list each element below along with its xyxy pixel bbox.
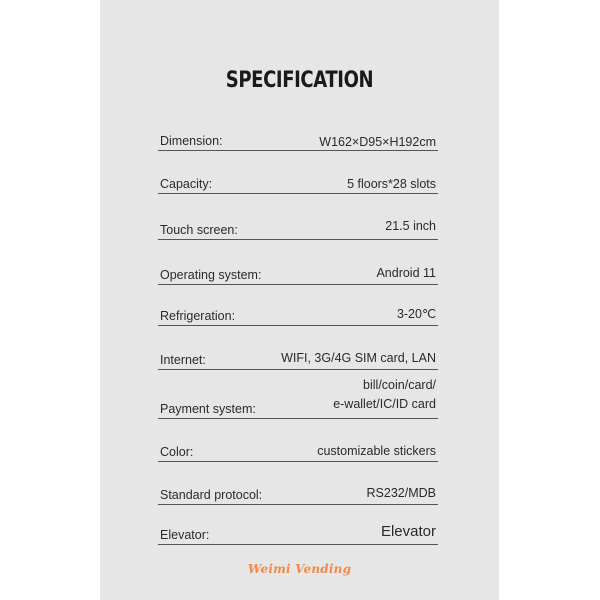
spec-row-standard-protocol [158, 483, 438, 505]
spec-value: Android 11 [376, 266, 436, 280]
spec-label: Standard protocol: [160, 488, 263, 502]
spec-value-line: e-wallet/IC/ID card [333, 397, 436, 411]
spec-label: Dimension: [160, 134, 223, 148]
spec-row-elevator [158, 522, 438, 545]
spec-row-capacity [158, 175, 438, 194]
spec-label: Internet: [160, 353, 206, 367]
spec-label: Operating system: [160, 268, 262, 282]
spec-value: RS232/MDB [366, 486, 436, 500]
spec-value-line: bill/coin/card/ [363, 378, 436, 392]
spec-row-color [158, 441, 438, 462]
spec-value: W162×D95×H192cm [319, 135, 436, 149]
spec-value: 5 floors*28 slots [347, 177, 436, 191]
spec-row-refrigeration [158, 306, 438, 326]
spec-row-touch-screen [158, 218, 438, 240]
spec-value: customizable stickers [317, 444, 436, 458]
spec-label: Color: [160, 445, 194, 459]
spec-row-payment-system [158, 373, 438, 419]
spec-label: Touch screen: [160, 223, 238, 237]
spec-label: Elevator: [160, 528, 210, 542]
spec-row-operating-system [158, 263, 438, 285]
spec-value: 3-20℃ [396, 307, 436, 321]
spec-label: Payment system: [160, 402, 256, 416]
brand-logo: Weimi Vending [247, 562, 352, 576]
spec-value: WIFI, 3G/4G SIM card, LAN [281, 351, 436, 365]
spec-row-dimension [158, 132, 438, 151]
spec-sheet [100, 0, 499, 600]
spec-value [333, 376, 436, 414]
spec-value: 21.5 inch [385, 219, 436, 233]
page-title: SPECIFICATION [225, 68, 374, 93]
spec-label: Capacity: [160, 177, 213, 191]
spec-value: Elevator [380, 523, 436, 540]
spec-row-internet [158, 348, 438, 370]
spec-label: Refrigeration: [160, 309, 236, 323]
